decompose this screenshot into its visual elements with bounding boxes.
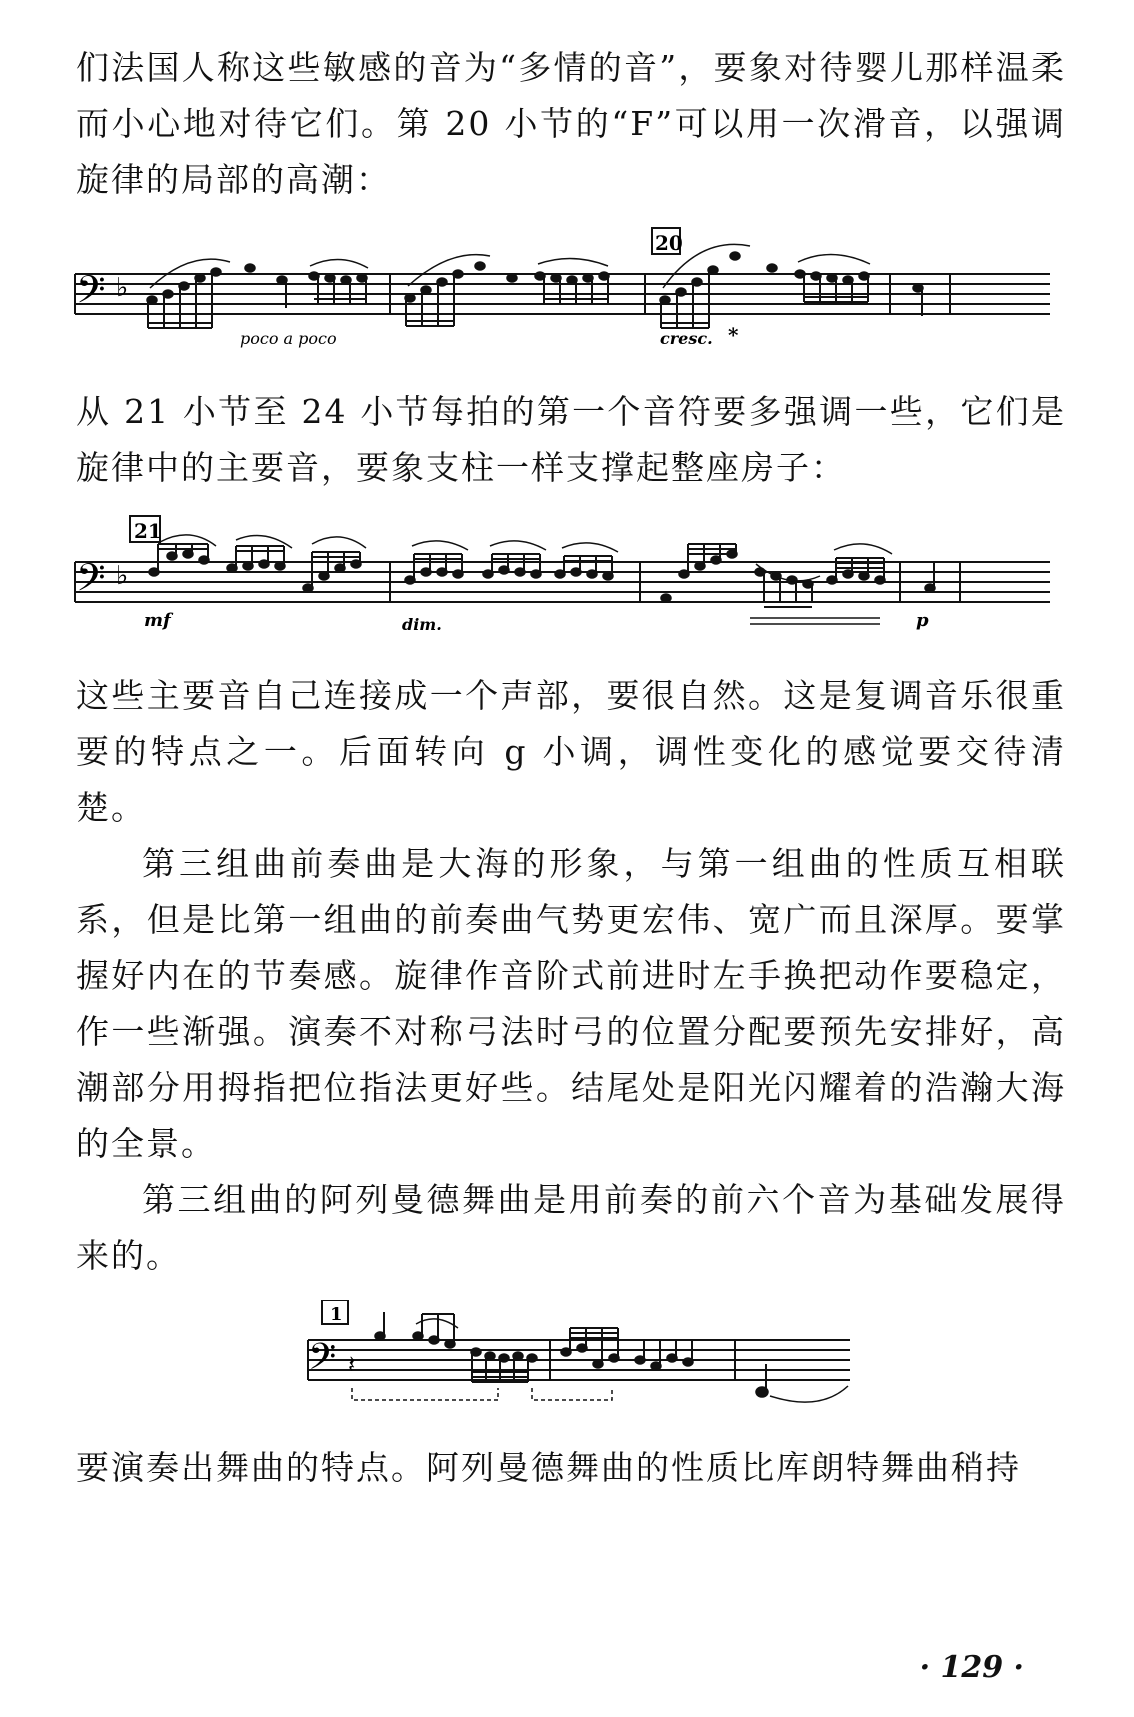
stems-and-beams bbox=[148, 270, 922, 328]
flat-key-signature: ♭ bbox=[116, 561, 129, 591]
marking-p: p bbox=[916, 610, 929, 631]
measure-number: 20 bbox=[655, 231, 683, 255]
marking-dim: dim. bbox=[402, 615, 442, 634]
paragraph-5: 第三组曲的阿列曼德舞曲是用前奏的前六个音为基础发展得来的。 bbox=[76, 1180, 1066, 1275]
marking-cresc: cresc. bbox=[660, 329, 713, 348]
bass-clef-icon: 𝄢 bbox=[308, 1336, 337, 1387]
marking-mf: mf bbox=[144, 610, 171, 631]
dashed-brackets bbox=[352, 1388, 612, 1400]
notes bbox=[149, 550, 935, 602]
staff-lines bbox=[75, 562, 1050, 602]
paragraph-4: 第三组曲前奏曲是大海的形象，与第一组曲的性质互相联系，但是比第一组曲的前奏曲气势更宏伟、宽广而且深厚。要掌握好内在的节奏感。旋律作音阶式前进时左手换把动作要稳定，作一些渐强。演奏不对称弓法时弓的位置分配要预先安排好，高潮部分用拇指把位指法更好些。结尾处是阳光闪耀着的浩瀚大海的全景。 bbox=[76, 844, 1066, 1163]
page-number: · 129 · bbox=[919, 1650, 1024, 1685]
notes bbox=[375, 1332, 768, 1397]
hairpin bbox=[750, 618, 880, 624]
paragraph-3: 这些主要音自己连接成一个声部，要很自然。这是复调音乐很重要的特点之一。后面转向 g 小调，调性变化的感觉要交待清楚。 bbox=[76, 676, 1066, 827]
bass-clef-icon: 𝄢 bbox=[76, 555, 106, 609]
measure-number: 1 bbox=[330, 1304, 343, 1325]
music-example-1 bbox=[60, 222, 1070, 354]
music-example-2 bbox=[60, 510, 1070, 640]
paragraph-6: 要演奏出舞曲的特点。阿列曼德舞曲的性质比库朗特舞曲稍持 bbox=[76, 1448, 1021, 1487]
staff-lines bbox=[75, 274, 1050, 314]
flat-key-signature: ♭ bbox=[116, 273, 129, 303]
bass-clef-icon: 𝄢 bbox=[76, 267, 106, 321]
music-example-3 bbox=[300, 1300, 860, 1425]
quarter-rest-icon: 𝄽 bbox=[348, 1350, 356, 1378]
measure-number: 21 bbox=[134, 519, 162, 543]
marking-asterisk: * bbox=[728, 323, 739, 347]
marking-poco-a-poco: poco a poco bbox=[240, 329, 337, 348]
slurs bbox=[160, 535, 892, 581]
paragraph-2: 从 21 小节至 24 小节每拍的第一个音符要多强调一些，它们是旋律中的主要音，要象支柱一样支撑起整座房子： bbox=[76, 392, 1066, 487]
paragraph-1: 们法国人称这些敏感的音为“多情的音”，要象对待婴儿那样温柔而小心地对待它们。第 20 小节的“F”可以用一次滑音，以强调旋律的局部的高潮： bbox=[76, 48, 1066, 199]
stems-and-beams bbox=[158, 544, 934, 607]
